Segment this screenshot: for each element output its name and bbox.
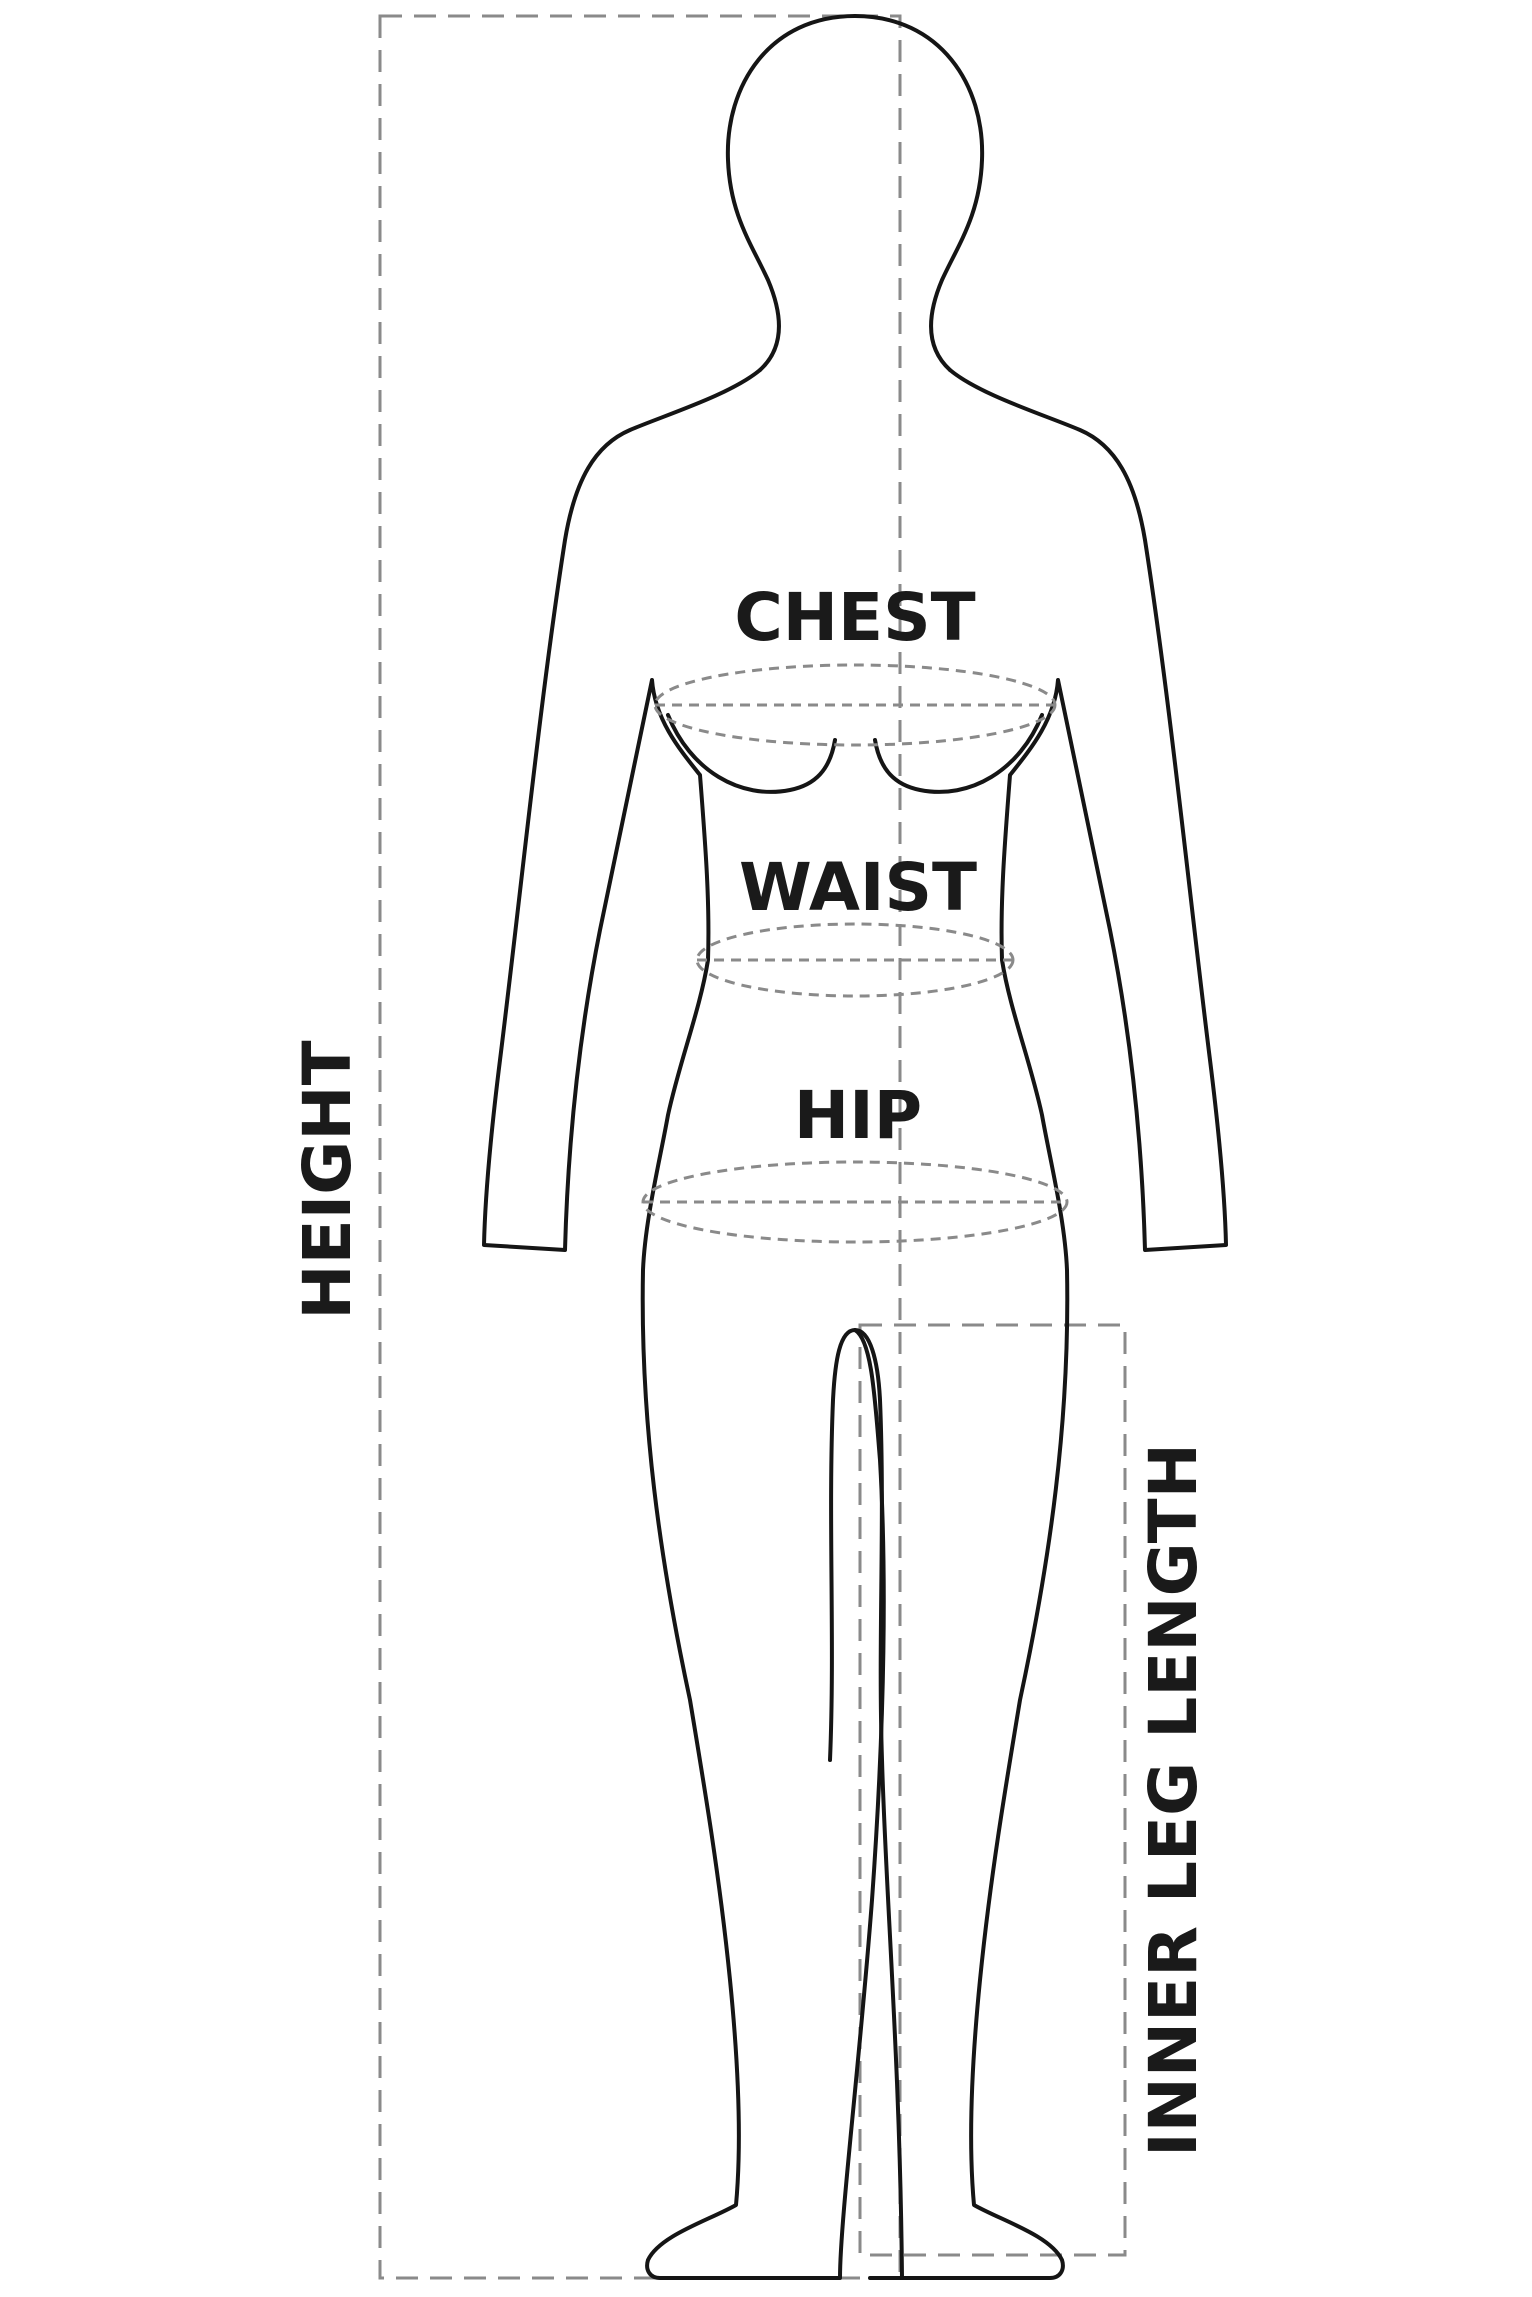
bust-left-curve bbox=[668, 715, 835, 792]
chest-label: CHEST bbox=[734, 579, 976, 656]
head-outline-right bbox=[855, 16, 982, 370]
waist-label: WAIST bbox=[738, 849, 978, 926]
hip-label: HIP bbox=[793, 1077, 923, 1154]
inner-leg-length-label: INNER LEG LENGTH bbox=[1135, 1443, 1212, 2157]
height-label: HEIGHT bbox=[289, 1040, 366, 1320]
head-outline bbox=[728, 16, 855, 370]
left-side-outline bbox=[484, 370, 884, 2278]
